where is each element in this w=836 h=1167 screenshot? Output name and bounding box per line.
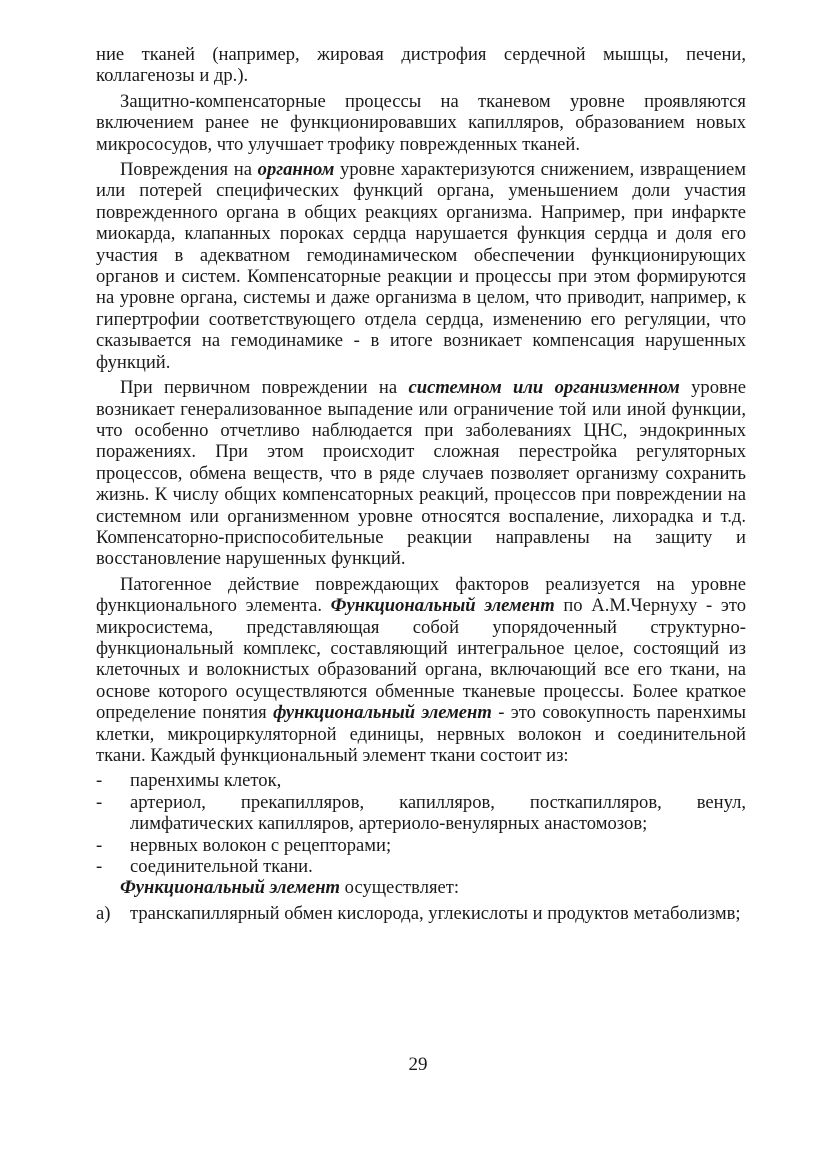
paragraph-text: - это совокупность паренхимы клетки, микроциркуляторной единицы, нервных волокон и соединительной ткани. Каждый функциональный элемент ткани состоит из: — [96, 702, 746, 766]
paragraph-functions-intro — [96, 877, 746, 898]
paragraph-text: Патогенное действие повреждающих факторов реализуется на уровне функционального элемента. — [96, 573, 746, 617]
paragraph-continuation — [96, 44, 746, 87]
paragraph-text: осуществляет: — [340, 877, 460, 899]
emphasis-term: Функциональный элемент — [120, 877, 341, 899]
paragraph-text: При первичном повреждении на — [120, 377, 409, 399]
paragraph-text: Защитно-компенсаторные процессы на тканевом уровне проявляются включением ранее не функционировавших капилляров, образованием новых микрососудов, что улучшает трофику поврежденных тканей. — [96, 90, 746, 155]
list-marker: а) — [96, 902, 111, 924]
list-item — [96, 856, 746, 877]
list-item-text: соединительной ткани. — [130, 856, 313, 878]
list-marker: - — [96, 791, 103, 813]
list-item-text: нервных волокон с рецепторами; — [130, 834, 392, 856]
list-marker: - — [96, 770, 103, 792]
list-item — [96, 770, 746, 791]
page-number: 29 — [408, 1054, 428, 1075]
emphasis-term: системном или организменном — [408, 377, 680, 399]
list-item — [96, 792, 746, 835]
paragraph-text: по А.М.Чернуху - это микросистема, представляющая собой упорядоченный структурно-функциональный комплекс, составляющий интегральное целое, состоящий из клеточных и волокнистых образований органа, включающий все его ткани, на основе которого осуществляются обменные тканевые процессы. Более краткое определение понятия — [96, 595, 746, 724]
paragraph-functional-element — [96, 574, 746, 767]
emphasis-term: функциональный элемент — [273, 702, 492, 724]
list-item-text: транскапиллярный обмен кислорода, углекислоты и продуктов метаболизмв; — [130, 902, 741, 924]
page-text — [96, 44, 746, 924]
paragraph-text: ние тканей (например, жировая дистрофия сердечной мышцы, печени, коллагенозы и др.). — [96, 44, 746, 87]
list-marker: - — [96, 834, 103, 856]
paragraph-organ-level — [96, 159, 746, 373]
list-item — [96, 903, 746, 924]
functions-list — [96, 903, 746, 924]
list-marker: - — [96, 856, 103, 878]
component-list — [96, 770, 746, 877]
emphasis-term: органном — [257, 159, 335, 181]
paragraph-text: уровне возникает генерализованное выпадение или ограничение той или иной функции, что особенно отчетливо наблюдается при заболеваниях ЦНС, эндокринных поражениях. При этом происходит сложная перестройка регуляторных процессов, обмена веществ, что в ряде случаев позволяет организму сохранить жизнь. К числу общих компенсаторных реакций, процессов при повреждении на системном или организменном уровне относятся воспаление, лихорадка и т.д. Компенсаторно-приспособительные реакции направлены на защиту и восстановление нарушенных функций. — [96, 377, 746, 570]
emphasis-term: Функциональный элемент — [330, 595, 555, 617]
paragraph-text: Повреждения на — [120, 159, 258, 181]
list-item-text: паренхимы клеток, — [130, 770, 282, 792]
paragraph-tissue-level — [96, 91, 746, 155]
list-item-text: артериол, прекапилляров, капилляров, посткапилляров, венул, лимфатических капилляров, артериоло-венулярных анастомозов; — [130, 791, 746, 835]
paragraph-system-level — [96, 377, 746, 570]
paragraph-text: уровне характеризуются снижением, извращением или потерей специфических функций органа, уменьшением доли участия поврежденного органа в общих реакциях организма. Например, при инфаркте миокарда, клапанных пороках сердца нарушается функция сердца и доля его участия в адекватном гемодинамическом обеспечении функционирующих органов и систем. Компенсаторные реакции и процессы при этом формируются на уровне органа, системы и даже организма в целом, что приводит, например, к гипертрофии соответствующего отдела сердца, изменению его регуляции, что сказывается на гемодинамике - в итоге возникает компенсация нарушенных функций. — [96, 159, 746, 373]
list-item — [96, 835, 746, 856]
